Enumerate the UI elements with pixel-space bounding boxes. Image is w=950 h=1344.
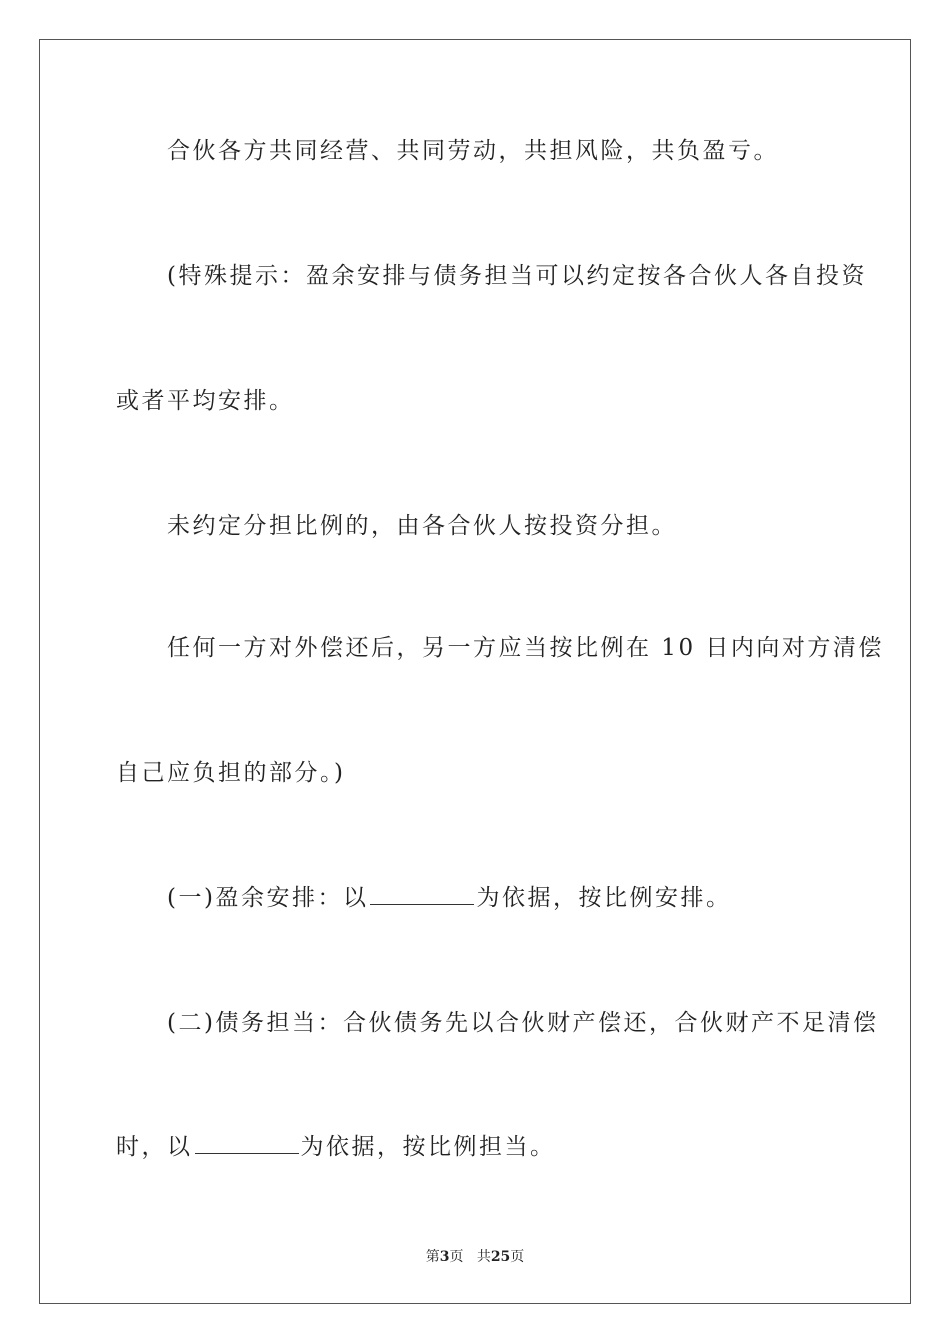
paragraph-2-line-1: (特殊提示：盈余安排与债务担当可以约定按各合伙人各自投资: [167, 263, 867, 289]
fill-in-blank: [195, 1135, 299, 1154]
total-suffix: 页: [510, 1249, 525, 1265]
page-footer: [0, 1248, 950, 1266]
page-number: 3: [439, 1249, 450, 1265]
paragraph-3: 未约定分担比例的，由各合伙人按投资分担。: [167, 513, 677, 539]
page-suffix: 页: [449, 1249, 464, 1265]
paragraph-2-line-2: 或者平均安排。: [116, 388, 295, 414]
page-border: [39, 39, 911, 1304]
clause-surplus-lead: (一)盈余安排：以: [167, 885, 369, 911]
paragraph-4-line-1: 任何一方对外偿还后，另一方应当按比例在 10 日内向对方清偿: [167, 635, 884, 661]
total-pages: 25: [490, 1249, 511, 1265]
total-prefix: 共: [476, 1249, 491, 1265]
clause-surplus: [0, 884, 950, 912]
clause-debt-lead: 时，以: [116, 1134, 193, 1160]
paragraph-1: 合伙各方共同经营、共同劳动，共担风险，共负盈亏。: [167, 138, 779, 164]
paragraph-4-line-2: 自己应负担的部分。): [116, 760, 346, 786]
clause-debt-tail: 为依据，按比例担当。: [300, 1134, 556, 1160]
clause-debt-line-2: [0, 1133, 950, 1161]
fill-in-blank: [370, 886, 474, 905]
clause-surplus-tail: 为依据，按比例安排。: [476, 885, 732, 911]
clause-debt-line-1: (二)债务担当：合伙债务先以合伙财产偿还，合伙财产不足清偿: [167, 1010, 879, 1036]
page-prefix: 第: [425, 1249, 440, 1265]
